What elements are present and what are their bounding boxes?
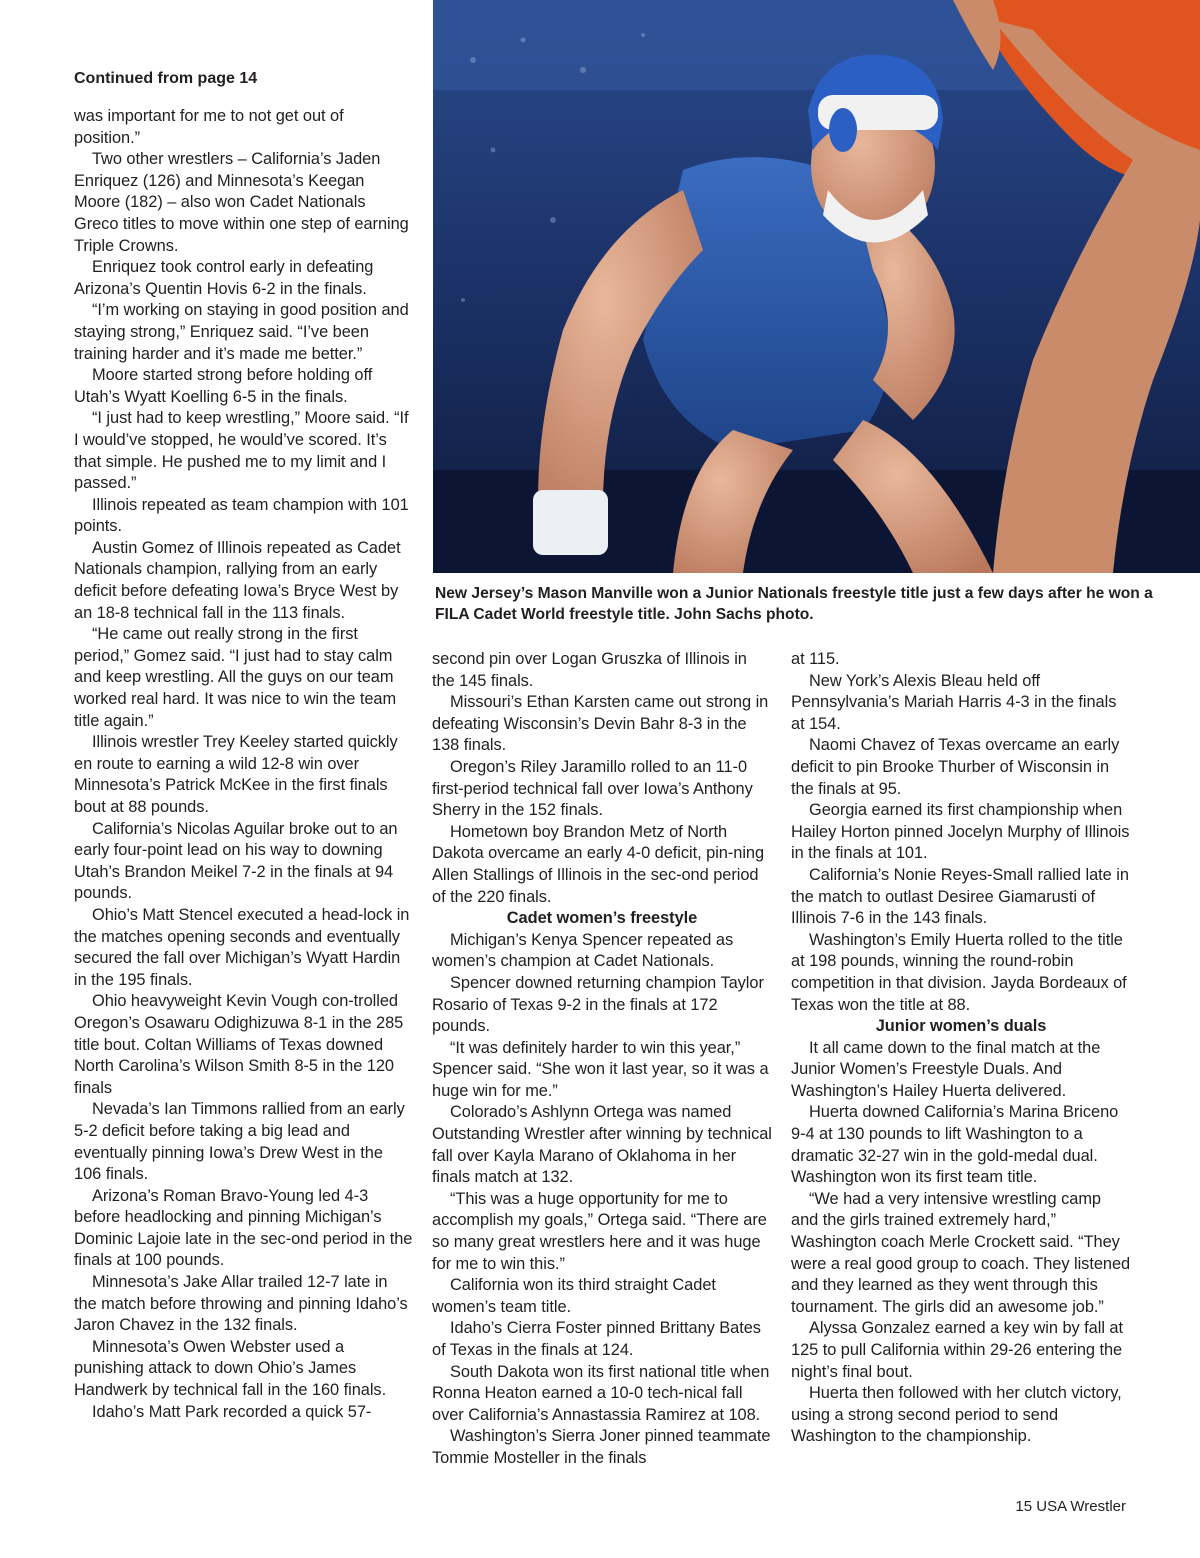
- paragraph: Georgia earned its first championship when Hailey Horton pinned Jocelyn Murphy of Illinois in the finals at 101.: [791, 801, 1130, 863]
- paragraph: Enriquez took control early in defeating Arizona’s Quentin Hovis 6-2 in the finals.: [74, 258, 374, 298]
- paragraph: Michigan’s Kenya Spencer repeated as women’s champion at Cadet Nationals.: [432, 930, 734, 971]
- paragraph: “We had a very intensive wrestling camp and the girls trained extremely hard,” Washington coach Merle Crockett said. “They were a real good group to coach. They listened and they learned as they went through this tournament. The girls did an awesome job.”: [791, 1189, 1131, 1316]
- continued-label: Continued from page 14: [74, 70, 258, 87]
- paragraph: Austin Gomez of Illinois repeated as Cadet Nationals champion, rallying from an early deficit before defeating Iowa’s Bryce West by an 18-8 technical fall in the 113 finals.: [74, 538, 401, 622]
- paragraph: Ohio heavyweight Kevin Vough con-trolled Oregon’s Osawaru Odighizuwa 8-1 in the 285 title bout. Coltan Williams of Texas downed North Carolina’s Wilson Smith 8-5 in the 120 finals: [74, 992, 404, 1097]
- article-column-1: [74, 106, 414, 1423]
- paragraph: Washington’s Sierra Joner pinned teammate Tommie Mosteller in the finals: [432, 1427, 771, 1467]
- paragraph: Idaho’s Cierra Foster pinned Brittany Bates of Texas in the finals at 124.: [432, 1319, 761, 1359]
- paragraph: “It was definitely harder to win this year,” Spencer said. “She won it last year, so it was a huge win for me.”: [432, 1038, 769, 1100]
- paragraph: “I’m working on staying in good position and staying strong,” Enriquez said. “I’ve been training harder and it’s made me better.”: [74, 301, 409, 363]
- paragraph: It all came down to the final match at the Junior Women’s Freestyle Duals. And Washington’s Hailey Huerta delivered.: [791, 1038, 1101, 1100]
- article-column-2: [432, 649, 772, 1470]
- paragraph: Minnesota’s Jake Allar trailed 12-7 late in the match before throwing and pinning Idaho’s Jaron Chavez in the 132 finals.: [74, 1273, 408, 1335]
- paragraph: Colorado’s Ashlynn Ortega was named Outstanding Wrestler after winning by technical fall over Kayla Marano of Oklahoma in her finals match at 132.: [432, 1103, 772, 1187]
- paragraph: was important for me to not get out of position.”: [74, 107, 344, 147]
- paragraph: California’s Nicolas Aguilar broke out to an early four-point lead on his way to downing Utah’s Brandon Meikel 7-2 in the finals at 94 pounds.: [74, 819, 398, 903]
- wrestling-photo: [433, 0, 1200, 573]
- photo-illustration: [433, 0, 1200, 573]
- paragraph: Huerta then followed with her clutch victory, using a strong second period to send Washington to the championship.: [791, 1384, 1122, 1446]
- article-column-3: [791, 649, 1131, 1448]
- paragraph: Arizona’s Roman Bravo-Young led 4-3 before headlocking and pinning Michigan’s Dominic Lajoie late in the sec-ond period in the finals at 100 pounds.: [74, 1186, 413, 1270]
- paragraph: Alyssa Gonzalez earned a key win by fall at 125 to pull California within 29-26 entering the night’s final bout.: [791, 1319, 1123, 1381]
- paragraph: New York’s Alexis Bleau held off Pennsylvania’s Mariah Harris 4-3 in the finals at 154.: [791, 671, 1117, 733]
- paragraph: South Dakota won its first national title when Ronna Heaton earned a 10-0 tech-nical fall over California’s Annastassia Ramirez at 108.: [432, 1362, 770, 1424]
- paragraph: Moore started strong before holding off Utah’s Wyatt Koelling 6-5 in the finals.: [74, 366, 373, 406]
- paragraph: second pin over Logan Gruszka of Illinois in the 145 finals.: [432, 650, 747, 690]
- paragraph: California won its third straight Cadet women’s team title.: [432, 1276, 716, 1316]
- paragraph: Hometown boy Brandon Metz of North Dakota overcame an early 4-0 deficit, pin-ning Allen Stallings of Illinois in the sec-ond period of the 220 finals.: [432, 822, 765, 906]
- paragraph: “I just had to keep wrestling,” Moore said. “If I would’ve stopped, he would’ve scored. It’s that simple. He pushed me to my limit and I passed.”: [74, 409, 409, 493]
- paragraph: Spencer downed returning champion Taylor Rosario of Texas 9-2 in the finals at 172 pounds.: [432, 973, 764, 1036]
- section-subheading: Cadet women’s freestyle: [506, 909, 698, 928]
- paragraph: Missouri’s Ethan Karsten came out strong in defeating Wisconsin’s Devin Bahr 8-3 in the 138 finals.: [432, 693, 769, 755]
- paragraph: Huerta downed California’s Marina Briceno 9-4 at 130 pounds to lift Washington to a dramatic 32-27 win in the gold-medal dual. Washington won its first team title.: [791, 1103, 1119, 1187]
- paragraph: Naomi Chavez of Texas overcame an early deficit to pin Brooke Thurber of Wisconsin in the finals at 95.: [791, 736, 1120, 798]
- paragraph: Illinois repeated as team champion with 101 points.: [74, 495, 409, 536]
- page-footer: 15 USA Wrestler: [1015, 1498, 1126, 1515]
- photo-caption: New Jersey’s Mason Manville won a Junior Nationals freestyle title just a few days after he won a FILA Cadet World freestyle title. John Sachs photo.: [435, 585, 1153, 623]
- paragraph: at 115.: [791, 650, 840, 668]
- paragraph: Illinois wrestler Trey Keeley started quickly en route to earning a wild 12-8 win over Minnesota’s Patrick McKee in the first finals bout at 88 pounds.: [74, 733, 398, 816]
- paragraph: “This was a huge opportunity for me to accomplish my goals,” Ortega said. “There are so many great wrestlers here and it was huge for me to win this.”: [432, 1189, 767, 1273]
- paragraph: Oregon’s Riley Jaramillo rolled to an 11-0 first-period technical fall over Iowa’s Anthony Sherry in the 152 finals.: [432, 757, 753, 820]
- paragraph: California’s Nonie Reyes-Small rallied late in the match to outlast Desiree Giamarusti of Illinois 7-6 in the 143 finals.: [791, 865, 1129, 928]
- paragraph: Ohio’s Matt Stencel executed a head-lock in the matches opening seconds and eventually secured the fall over Michigan’s Wyatt Hardin in the 195 finals.: [74, 905, 410, 989]
- paragraph: Nevada’s Ian Timmons rallied from an early 5-2 deficit before taking a big lead and eventually pinning Iowa’s Drew West in the 106 finals.: [74, 1100, 405, 1184]
- paragraph: Idaho’s Matt Park recorded a quick 57-: [92, 1402, 372, 1421]
- paragraph: “He came out really strong in the first period,” Gomez said. “I just had to stay calm and keep wrestling. All the guys on our team worked real hard. It was nice to win the team title again.”: [74, 625, 397, 730]
- paragraph: Minnesota’s Owen Webster used a punishing attack to down Ohio’s James Handwerk by technical fall in the 160 finals.: [74, 1337, 387, 1400]
- paragraph: Two other wrestlers – California’s Jaden Enriquez (126) and Minnesota’s Keegan Moore (182) – also won Cadet Nationals Greco titles to move within one step of earning Triple Crowns.: [74, 150, 409, 255]
- section-subheading: Junior women’s duals: [875, 1017, 1047, 1036]
- paragraph: Washington’s Emily Huerta rolled to the title at 198 pounds, winning the round-robin competition in that division. Jayda Bordeaux of Texas won the title at 88.: [791, 930, 1127, 1014]
